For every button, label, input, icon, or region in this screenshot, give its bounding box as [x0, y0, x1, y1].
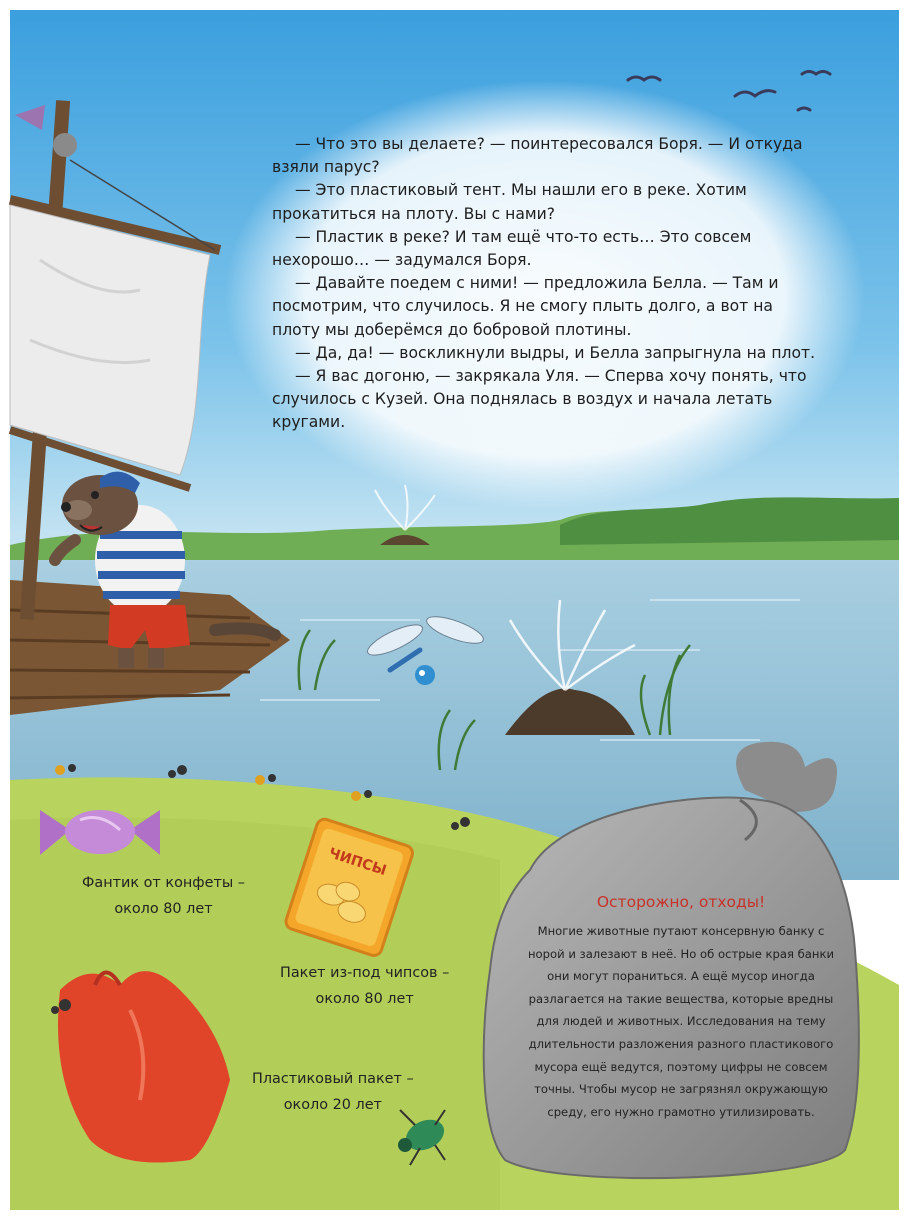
- story-paragraph: — Пластик в реке? И там ещё что-то есть… Это совсем нехорошо… — задумался Боря.: [272, 227, 752, 270]
- bag-info-title: Осторожно, отходы!: [596, 893, 766, 911]
- story-paragraph: — Что это вы делаете? — поинтересовался Боря. — И откуда взяли парус?: [272, 135, 803, 177]
- caption-candy-line1: Фантик от конфеты –: [82, 875, 245, 891]
- caption-chips: [280, 960, 449, 1012]
- story-paragraph: — Да, да! — воскликнули выдры, и Белла запрыгнула на плот.: [295, 343, 816, 362]
- caption-chips-line2: около 80 лет: [315, 991, 414, 1007]
- bag-info-text: Многие животные путают консервную банку с норой и залезают в неё. Но об острые края банки они могут пораниться. А ещё мусор иногда разлагается на такие вещества, которые вредны для людей и животных. Исследования на тему длительности разложения разного пластикового мусора ещё ведутся, поэтому цифры не совсем точны. Чтобы мусор не загрязнял окружающую среду, его нужно грамотно утилизировать.: [527, 924, 835, 1119]
- caption-chips-line1: Пакет из-под чипсов –: [280, 965, 450, 981]
- story-paragraph: — Я вас догоню, — закрякала Уля. — Сперва хочу понять, что случилось с Кузей. Она поднялась в воздух и начала летать кругами.: [272, 367, 807, 432]
- caption-bag-line1: Пластиковый пакет –: [252, 1071, 414, 1087]
- story-text: [272, 133, 817, 435]
- chips-packet-label: ЧИПСЫ: [326, 845, 389, 879]
- caption-candy-line2: около 80 лет: [114, 901, 213, 917]
- story-paragraph: — Это пластиковый тент. Мы нашли его в реке. Хотим прокатиться на плоту. Вы с нами?: [272, 181, 747, 223]
- caption-bag: [252, 1066, 414, 1118]
- caption-bag-line2: около 20 лет: [283, 1097, 382, 1113]
- caption-candy: [82, 870, 245, 922]
- story-paragraph: — Давайте поедем с ними! — предложила Белла. — Там и посмотрим, что случилось. Я не смогу плыть долго, а вот на плоту мы доберёмся до бобровой плотины.: [272, 274, 779, 339]
